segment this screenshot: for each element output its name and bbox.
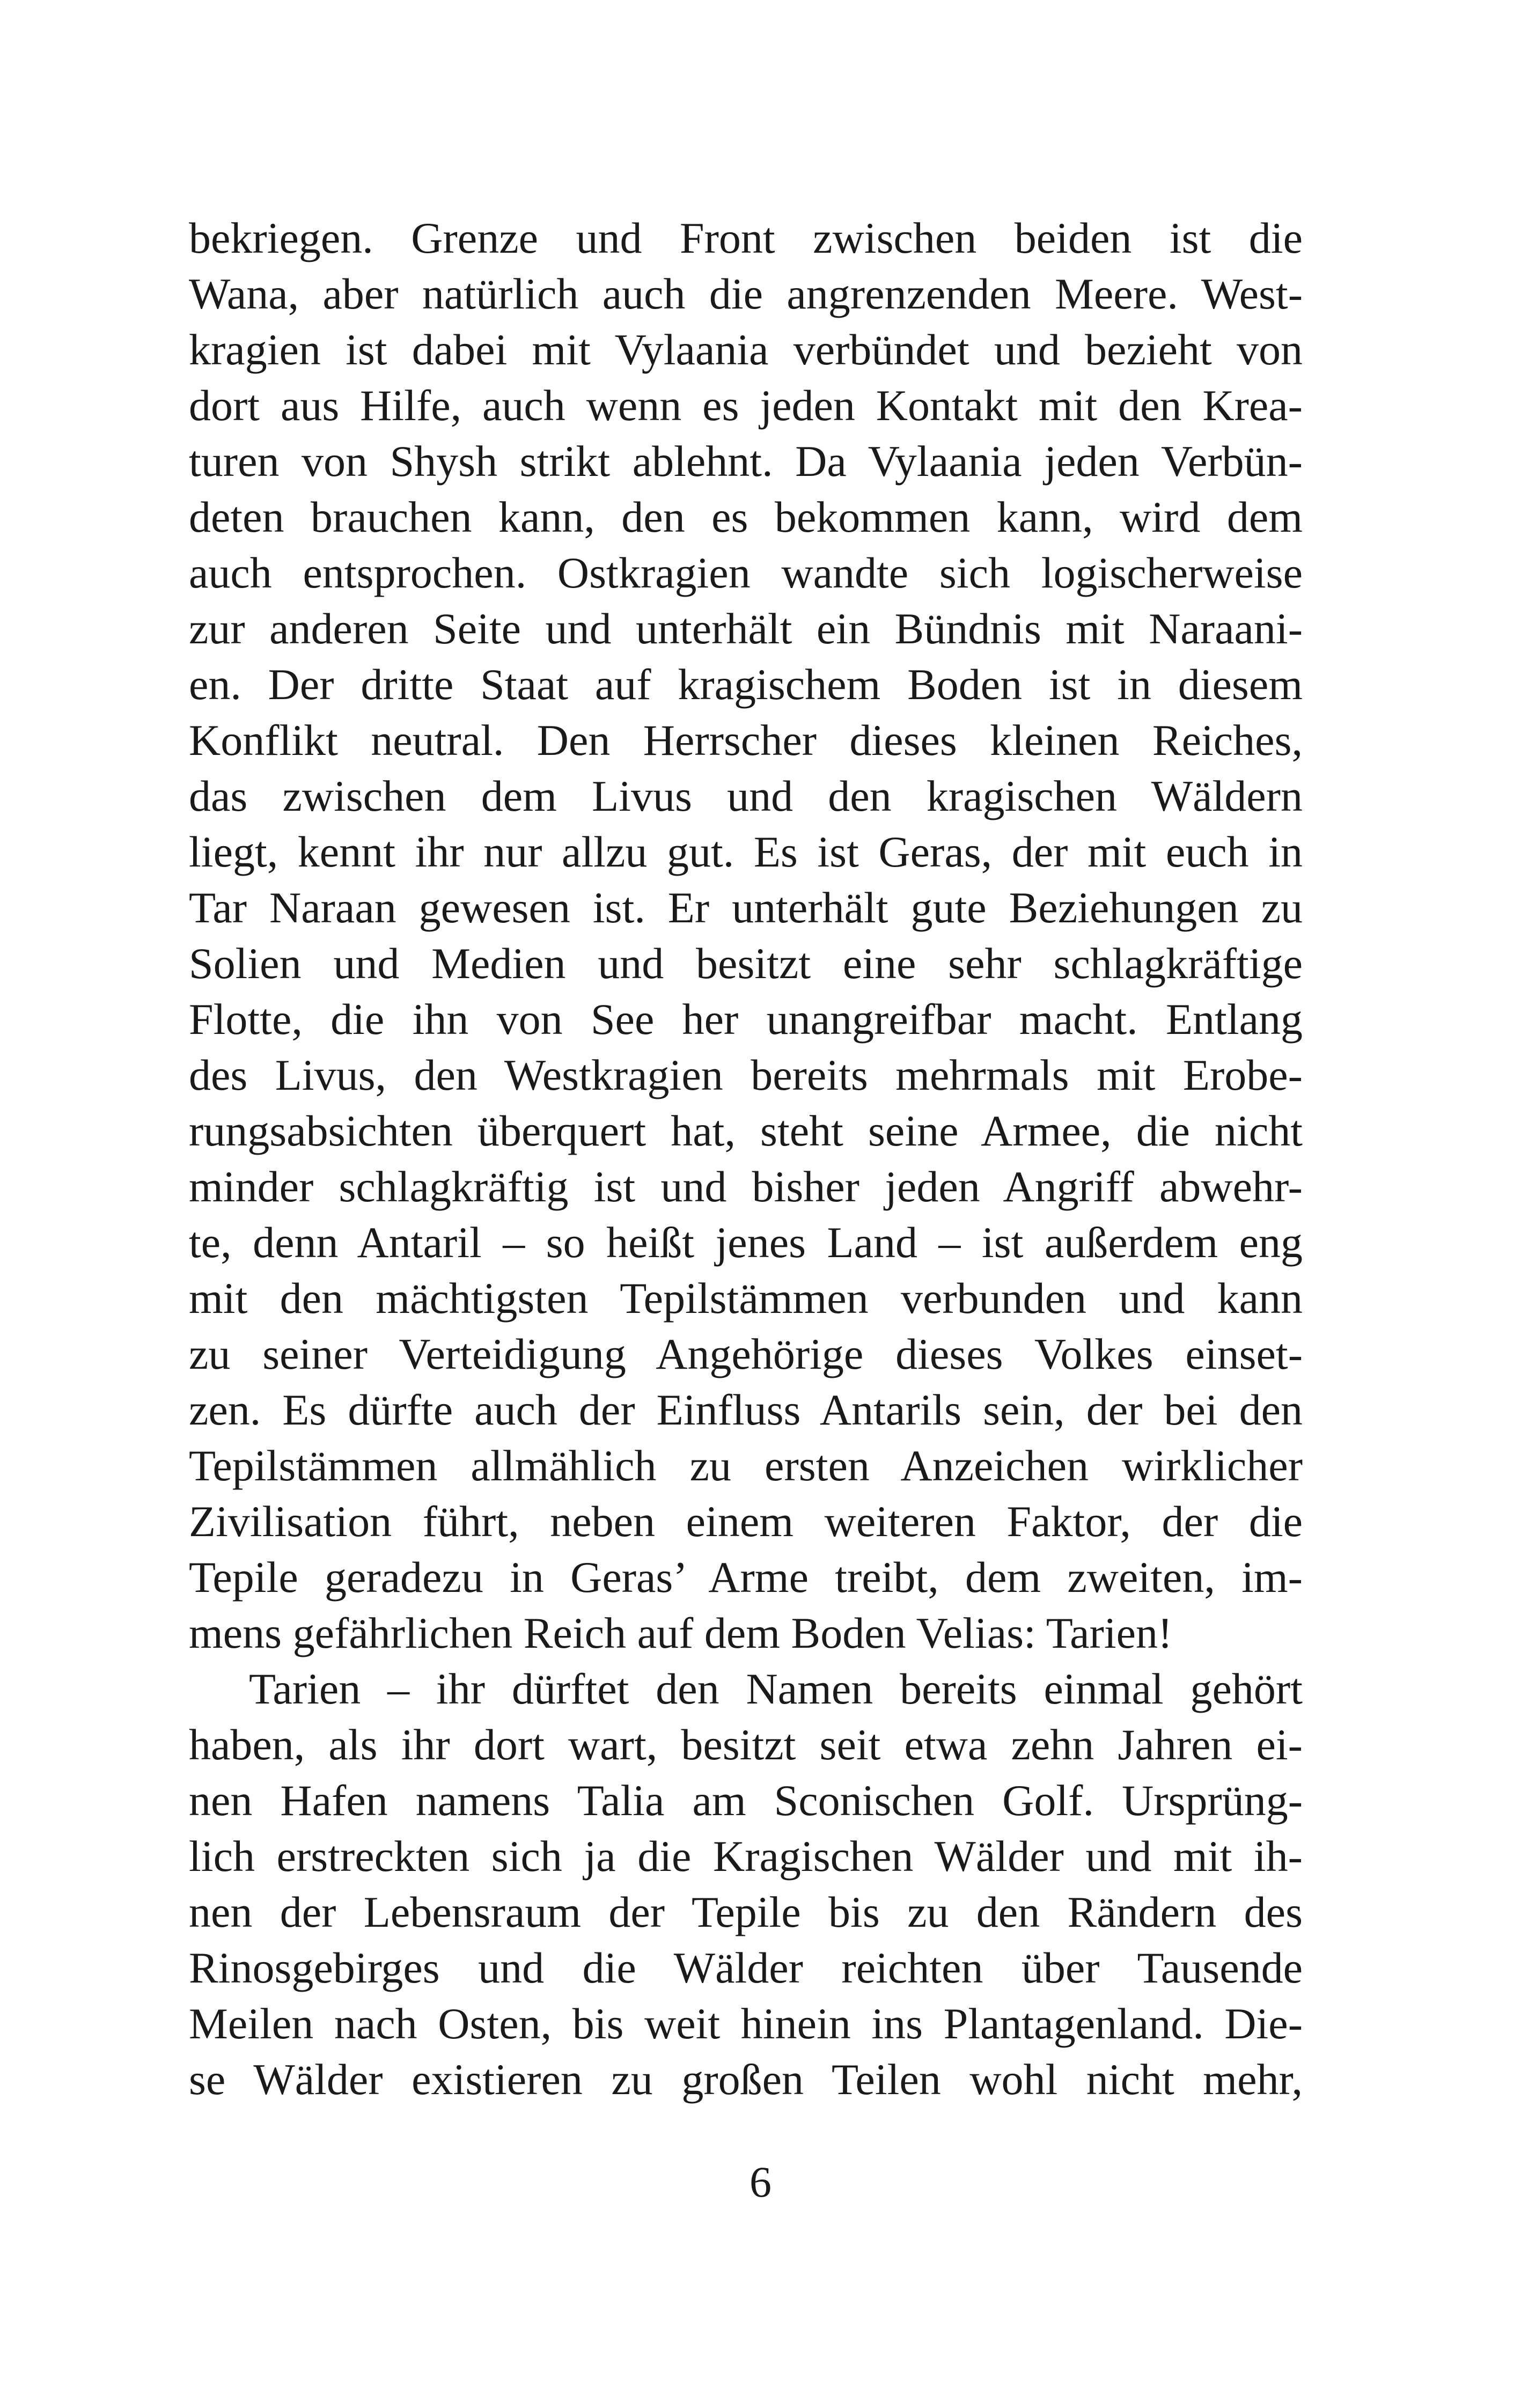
text-line: rungsabsichten überquert hat, steht seine Armee, die nicht: [189, 1106, 1303, 1155]
text-line: minder schlagkräftig ist und bisher jeden Angriff abwehr-: [189, 1162, 1303, 1211]
text-line: Solien und Medien und besitzt eine sehr schlagkräftige: [189, 939, 1303, 988]
text-line: haben, als ihr dort wart, besitzt seit etwa zehn Jahren ei-: [189, 1720, 1303, 1769]
text-line: mit den mächtigsten Tepilstämmen verbunden und kann: [189, 1274, 1303, 1323]
text-line: te, denn Antaril – so heißt jenes Land – ist außerdem eng: [189, 1218, 1303, 1267]
text-line: Tepile geradezu in Geras’ Arme treibt, dem zweiten, im-: [189, 1553, 1303, 1602]
text-line: se Wälder existieren zu großen Teilen wohl nicht mehr,: [189, 2055, 1303, 2104]
text-line: zu seiner Verteidigung Angehörige dieses Volkes einset-: [189, 1330, 1303, 1378]
text-line: Tarien – ihr dürftet den Namen bereits einmal gehört: [249, 1664, 1303, 1713]
text-line: Zivilisation führt, neben einem weiteren Faktor, der die: [189, 1497, 1303, 1546]
text-line: Konflikt neutral. Den Herrscher dieses kleinen Reiches,: [189, 716, 1303, 765]
text-line: turen von Shysh strikt ablehnt. Da Vylaania jeden Verbün-: [189, 437, 1303, 486]
text-line: des Livus, den Westkragien bereits mehrmals mit Erobe-: [189, 1051, 1303, 1099]
text-line: nen der Lebensraum der Tepile bis zu den Rändern des: [189, 1888, 1303, 1936]
text-line: Flotte, die ihn von See her unangreifbar macht. Entlang: [189, 995, 1303, 1044]
text-line: nen Hafen namens Talia am Sconischen Golf. Ursprüng-: [189, 1776, 1303, 1825]
text-line: Rinosgebirges und die Wälder reichten über Tausende: [189, 1943, 1303, 1992]
paragraph-1: [189, 210, 1303, 1661]
text-line: Tepilstämmen allmählich zu ersten Anzeichen wirklicher: [189, 1441, 1303, 1490]
text-line: zur anderen Seite und unterhält ein Bündnis mit Naraani-: [189, 604, 1303, 653]
text-line: Tar Naraan gewesen ist. Er unterhält gute Beziehungen zu: [189, 883, 1303, 932]
text-line: liegt, kennt ihr nur allzu gut. Es ist Geras, der mit euch in: [189, 827, 1303, 876]
text-line: Meilen nach Osten, bis weit hinein ins Plantagenland. Die-: [189, 1999, 1303, 2048]
text-line: dort aus Hilfe, auch wenn es jeden Kontakt mit den Krea-: [189, 381, 1303, 430]
text-line: deten brauchen kann, den es bekommen kann, wird dem: [189, 493, 1303, 541]
text-line: mens gefährlichen Reich auf dem Boden Velias: Tarien!: [189, 1609, 1173, 1657]
text-line: das zwischen dem Livus und den kragischen Wäldern: [189, 772, 1303, 820]
text-line: lich erstreckten sich ja die Kragischen Wälder und mit ih-: [189, 1832, 1303, 1881]
paragraph-2: [189, 1661, 1303, 2108]
text-line: en. Der dritte Staat auf kragischem Boden ist in diesem: [189, 660, 1303, 709]
text-line: Wana, aber natürlich auch die angrenzenden Meere. West-: [189, 269, 1303, 318]
text-line: kragien ist dabei mit Vylaania verbündet und bezieht von: [189, 325, 1303, 374]
text-line: zen. Es dürfte auch der Einfluss Antarils sein, der bei den: [189, 1385, 1303, 1434]
text-line: bekriegen. Grenze und Front zwischen beiden ist die: [189, 214, 1303, 262]
text-line: auch entsprochen. Ostkragien wandte sich logischerweise: [189, 548, 1303, 597]
page-body: [189, 210, 1303, 2108]
page-number: 6: [750, 2157, 771, 2206]
